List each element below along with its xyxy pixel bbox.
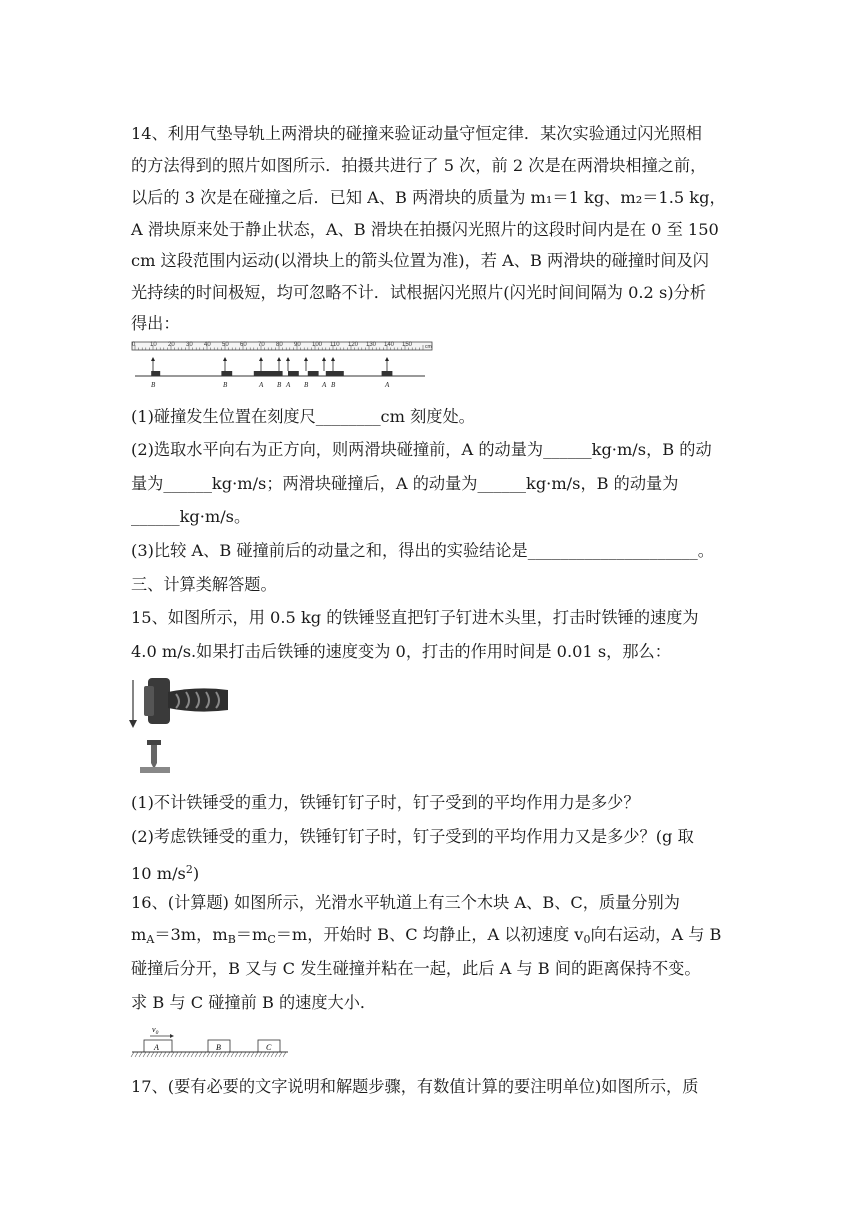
block-arrowhead — [331, 357, 335, 361]
ground-hatch-line — [139, 1052, 142, 1057]
ground-hatch-line — [239, 1052, 242, 1057]
q14-sub-2-line-2: 量为______kg·m/s；两滑块碰撞后，A 的动量为______kg·m/s，B 的动量为 — [131, 474, 679, 493]
section-3-heading: 三、计算类解答题。 — [131, 575, 277, 594]
three-blocks-figure — [130, 1022, 290, 1060]
ruler-tick-label: 140 — [384, 342, 395, 348]
ground-hatch-line — [251, 1052, 254, 1057]
q16-line-1: 16、(计算题) 如图所示，光滑水平轨道上有三个木块 A、B、C，质量分别为 — [131, 893, 680, 912]
ruler-tick-label: 50 — [222, 342, 229, 348]
q16-line-4: 求 B 与 C 碰撞前 B 的速度大小． — [131, 993, 377, 1012]
initial-velocity-label: $v_0$ — [152, 1025, 159, 1036]
ruler-tick-label: 80 — [276, 342, 283, 348]
ground-hatch-line — [255, 1052, 258, 1057]
ground-hatch-line — [163, 1052, 166, 1057]
ground-hatch-line — [211, 1052, 214, 1057]
q15-sub-2: (2)考虑铁锤受的重力，铁锤钉钉子时，钉子受到的平均作用力又是多少？(g 取 — [131, 827, 694, 846]
ruler-unit-label: cm — [425, 344, 432, 350]
nail-icon — [140, 740, 170, 773]
ground-hatch-line — [267, 1052, 270, 1057]
ground-hatch-line — [167, 1052, 170, 1057]
slider-block — [254, 371, 283, 376]
block-label: B — [277, 381, 282, 389]
q14-sub-1: (1)碰撞发生位置在刻度尺________cm 刻度处。 — [131, 407, 475, 426]
ground-hatch-line — [219, 1052, 222, 1057]
ruler-tick-label: 150 — [402, 342, 413, 348]
ground-hatch-line — [275, 1052, 278, 1057]
ground-hatch-line — [243, 1052, 246, 1057]
ruler-tick-label: 100 — [312, 342, 323, 348]
block-label: B — [331, 381, 336, 389]
block-label: A — [259, 381, 264, 389]
ground-hatch-line — [227, 1052, 230, 1057]
block-label: B — [151, 381, 156, 389]
block-arrowhead — [223, 357, 227, 361]
block-arrowhead — [277, 357, 281, 361]
ruler-tick-label: 110 — [330, 342, 340, 348]
ruler-tick-label: 70 — [258, 342, 265, 348]
block-arrowhead — [286, 357, 290, 361]
ground-hatch-line — [271, 1052, 274, 1057]
ground-hatch-line — [191, 1052, 194, 1057]
ground-hatch-line — [183, 1052, 186, 1057]
block-arrowhead — [151, 357, 155, 361]
ground-hatch-line — [263, 1052, 266, 1057]
ground-hatch-line — [247, 1052, 250, 1057]
block-c-label: C — [266, 1043, 272, 1052]
q14-sub-2-line-3: ______kg·m/s。 — [131, 507, 251, 526]
ground-hatch-line — [147, 1052, 150, 1057]
q15-line-1: 15、如图所示，用 0.5 kg 的铁锤竖直把钉子钉进木头里，打击时铁锤的速度为 — [131, 608, 699, 627]
q14-sub-3: (3)比较 A、B 碰撞前后的动量之和，得出的实验结论是_____________________。 — [131, 541, 714, 560]
ground-hatch-line — [131, 1052, 134, 1057]
ground-hatch-line — [187, 1052, 190, 1057]
ground-hatch-line — [179, 1052, 182, 1057]
q14-line-4: A 滑块原来处于静止状态，A、B 滑块在拍摄闪光照片的这段时间内是在 0 至 150 — [131, 220, 719, 239]
ruler-tick-label: 30 — [186, 342, 193, 348]
ground-hatch-line — [279, 1052, 282, 1057]
ground-hatch-line — [175, 1052, 178, 1057]
block-a-label: A — [154, 1043, 159, 1052]
q14-line-3: 以后的 3 次是在碰撞之后．已知 A、B 两滑块的质量为 m₁＝1 kg、m₂＝1.5 kg， — [131, 188, 726, 207]
block-label: A — [286, 381, 291, 389]
hammer-icon — [144, 678, 228, 724]
block-label: A — [385, 381, 390, 389]
q15-sub-1: (1)不计铁锤受的重力，铁锤钉钉子时，钉子受到的平均作用力是多少？ — [131, 793, 640, 812]
ground-hatch-line — [199, 1052, 202, 1057]
ground-hatch-line — [283, 1052, 286, 1057]
ground-hatch-line — [215, 1052, 218, 1057]
q14-line-6: 光持续的时间极短，均可忽略不计．试根据闪光照片(闪光时间间隔为 0.2 s)分析 — [131, 283, 706, 302]
ruler-tick-label: 60 — [240, 342, 247, 348]
ground-hatch-line — [135, 1052, 138, 1057]
ground-hatch-line — [159, 1052, 162, 1057]
block-arrowhead — [385, 357, 389, 361]
slider-block — [326, 371, 344, 376]
slider-block — [308, 371, 319, 376]
ground-hatch-line — [235, 1052, 238, 1057]
down-arrow-icon — [129, 680, 137, 728]
slider-block — [288, 371, 299, 376]
ground-hatch-line — [143, 1052, 146, 1057]
q17-line-1: 17、(要有必要的文字说明和解题步骤，有数值计算的要注明单位)如图所示，质 — [131, 1077, 699, 1096]
ruler-tick-label: 20 — [168, 342, 175, 348]
ground-hatch-line — [155, 1052, 158, 1057]
block-label: B — [304, 381, 309, 389]
q14-line-7: 得出： — [131, 314, 180, 333]
block-b-label: B — [216, 1043, 221, 1052]
slider-block — [221, 371, 232, 376]
ruler-tick-label: 120 — [348, 342, 359, 348]
hammer-nail-figure — [128, 672, 238, 778]
ground-hatch-line — [223, 1052, 226, 1057]
slider-block — [382, 371, 393, 376]
ruler-tick-label: 90 — [294, 342, 301, 348]
q16-line-2: $m_A=3m$，$m_B=m_C=m$，开始时 B、C 均静止，A 以初速度 $v_0$向右运动，A 与 B — [131, 925, 722, 946]
ruler-tick-label: 10 — [150, 342, 157, 348]
q15-line-2: 4.0 m/s.如果打击后铁锤的速度变为 0，打击的作用时间是 0.01 s，那么： — [131, 642, 671, 661]
q15-sub-2-cont: 10 $m/s^2$) — [131, 863, 200, 883]
q14-sub-2-line-1: (2)选取水平向右为正方向，则两滑块碰撞前，A 的动量为______kg·m/s，B 的动 — [131, 440, 712, 459]
ruler-tick-label: 0 — [132, 342, 136, 348]
q14-line-5: cm 这段范围内运动(以滑块上的箭头位置为准)，若 A、B 两滑块的碰撞时间及闪 — [131, 251, 709, 270]
block-label: B — [223, 381, 228, 389]
ground-hatch-line — [195, 1052, 198, 1057]
q14-line-1: 14、利用气垫导轨上两滑块的碰撞来验证动量守恒定律．某次实验通过闪光照相 — [131, 124, 702, 143]
ground-hatch-line — [207, 1052, 210, 1057]
block-arrowhead — [304, 357, 308, 361]
q16-line-3: 碰撞后分开，B 又与 C 发生碰撞并粘在一起，此后 A 与 B 间的距离保持不变。 — [131, 959, 701, 978]
flash-photo-ruler-figure — [131, 340, 441, 392]
q14-line-2: 的方法得到的照片如图所示．拍摄共进行了 5 次，前 2 次是在两滑块相撞之前， — [131, 156, 707, 175]
block-arrowhead — [322, 357, 326, 361]
ground-hatch-line — [151, 1052, 154, 1057]
slider-block — [151, 371, 160, 376]
ground-hatch-line — [171, 1052, 174, 1057]
block-arrowhead — [259, 357, 263, 361]
ruler-tick-label: 130 — [366, 342, 377, 348]
ruler-tick-label: 40 — [204, 342, 211, 348]
block-label: A — [322, 381, 327, 389]
ground-hatch-line — [203, 1052, 206, 1057]
ground-hatch-line — [259, 1052, 262, 1057]
ground-hatch-line — [231, 1052, 234, 1057]
